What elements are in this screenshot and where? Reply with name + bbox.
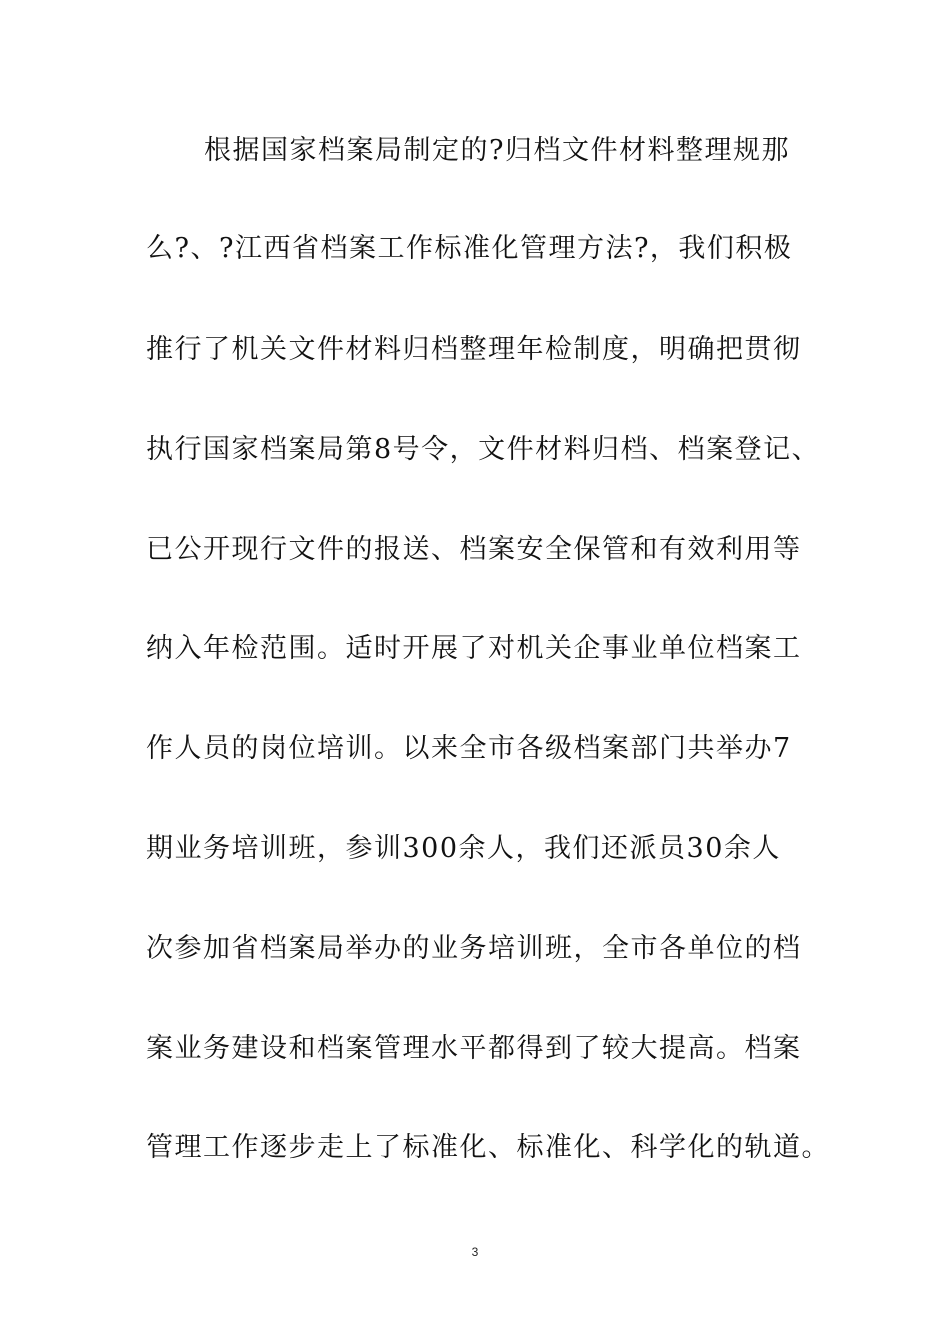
text-line-6: 纳入年检范围。适时开展了对机关企事业单位档案工 [146, 633, 802, 664]
text-line-3: 推行了机关文件材料归档整理年检制度，明确把贯彻 [146, 334, 802, 365]
text-line-7: 作人员的岗位培训。以来全市各级档案部门共举办7 [146, 733, 792, 764]
text-line-11: 管理工作逐步走上了标准化、标准化、科学化的轨道。 [146, 1132, 830, 1163]
text-line-5: 已公开现行文件的报送、档案安全保管和有效利用等 [146, 534, 802, 565]
text-line-2: 么?、?江西省档案工作标准化管理方法?，我们积极 [146, 233, 793, 264]
text-line-8: 期业务培训班，参训300余人，我们还派员30余人 [146, 833, 781, 864]
text-line-10: 案业务建设和档案管理水平都得到了较大提高。档案 [146, 1033, 802, 1064]
text-line-4: 执行国家档案局第8号令，文件材料归档、档案登记、 [146, 434, 821, 465]
text-line-1: 根据国家档案局制定的?归档文件材料整理规那 [204, 135, 790, 166]
page-number: 3 [471, 1245, 479, 1259]
text-line-9: 次参加省档案局举办的业务培训班，全市各单位的档 [146, 933, 802, 964]
